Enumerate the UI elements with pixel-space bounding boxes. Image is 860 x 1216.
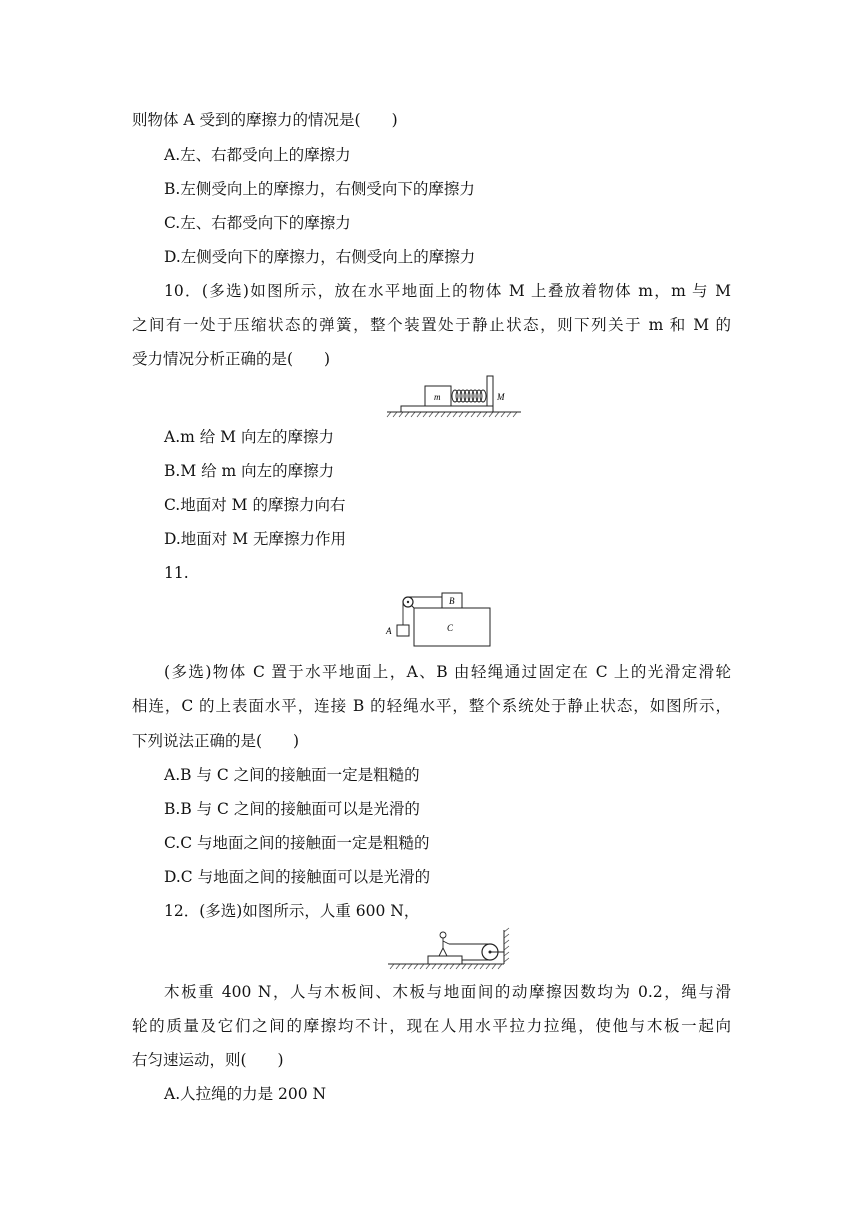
q11-stem-line-1: (多选)物体 C 置于水平地面上，A、B 由轻绳通过固定在 C 上的光滑定滑轮 [164,663,731,681]
q12-stem-line-1: 木板重 400 N，人与木板间、木板与地面间的动摩擦因数均为 0.2，绳与滑 [164,983,731,1001]
q10-stem-line-2: 之间有一处于压缩状态的弹簧，整个装置处于静止状态，则下列关于 m 和 M 的 [132,316,731,334]
q9-option-a: A.左、右都受向上的摩擦力 [164,146,351,164]
q11-label-C: C [447,623,454,633]
q10-option-c: C.地面对 M 的摩擦力向右 [164,496,346,514]
q11-pulley-figure [384,590,500,650]
q10-spring-block-figure [385,372,525,420]
q11-option-c: C.C 与地面之间的接触面一定是粗糙的 [164,834,430,852]
q11-stem-line-2: 相连，C 的上表面水平，连接 B 的轻绳水平，整个系统处于静止状态，如图所示， [132,697,731,715]
q12-stem-first: 12．(多选)如图所示，人重 600 N， [164,902,420,920]
q10-stem-line-1: 10．(多选)如图所示，放在水平地面上的物体 M 上叠放着物体 m，m 与 M [164,282,731,300]
q12-person-board-figure [386,926,514,970]
q10-option-b: B.M 给 m 向左的摩擦力 [164,462,335,480]
q11-stem-line-3: 下列说法正确的是( ) [132,732,300,750]
q12-stem-line-2: 轮的质量及它们之间的摩擦均不计，现在人用水平拉力拉绳，使他与木板一起向 [132,1017,731,1035]
q9-option-d: D.左侧受向下的摩擦力，右侧受向上的摩擦力 [164,248,476,266]
q10-stem-line-3: 受力情况分析正确的是( ) [132,350,331,368]
q11-option-a: A.B 与 C 之间的接触面一定是粗糙的 [164,766,420,784]
q11-label-A: A [386,626,392,636]
q9-option-c: C.左、右都受向下的摩擦力 [164,214,351,232]
q10-option-a: A.m 给 M 向左的摩擦力 [164,428,334,446]
q11-option-b: B.B 与 C 之间的接触面可以是光滑的 [164,800,420,818]
q12-stem-line-3: 右匀速运动，则( ) [132,1051,284,1069]
q10-label-M: M [497,392,505,402]
q10-label-m: m [434,392,441,402]
q12-option-a: A.人拉绳的力是 200 N [164,1085,327,1103]
q11-option-d: D.C 与地面之间的接触面可以是光滑的 [164,868,431,886]
q9-stem-tail: 则物体 A 受到的摩擦力的情况是( ) [132,111,398,129]
q11-number: 11. [164,564,189,582]
q10-option-d: D.地面对 M 无摩擦力作用 [164,530,347,548]
q11-label-B: B [449,596,455,606]
q9-option-b: B.左侧受向上的摩擦力，右侧受向下的摩擦力 [164,180,475,198]
